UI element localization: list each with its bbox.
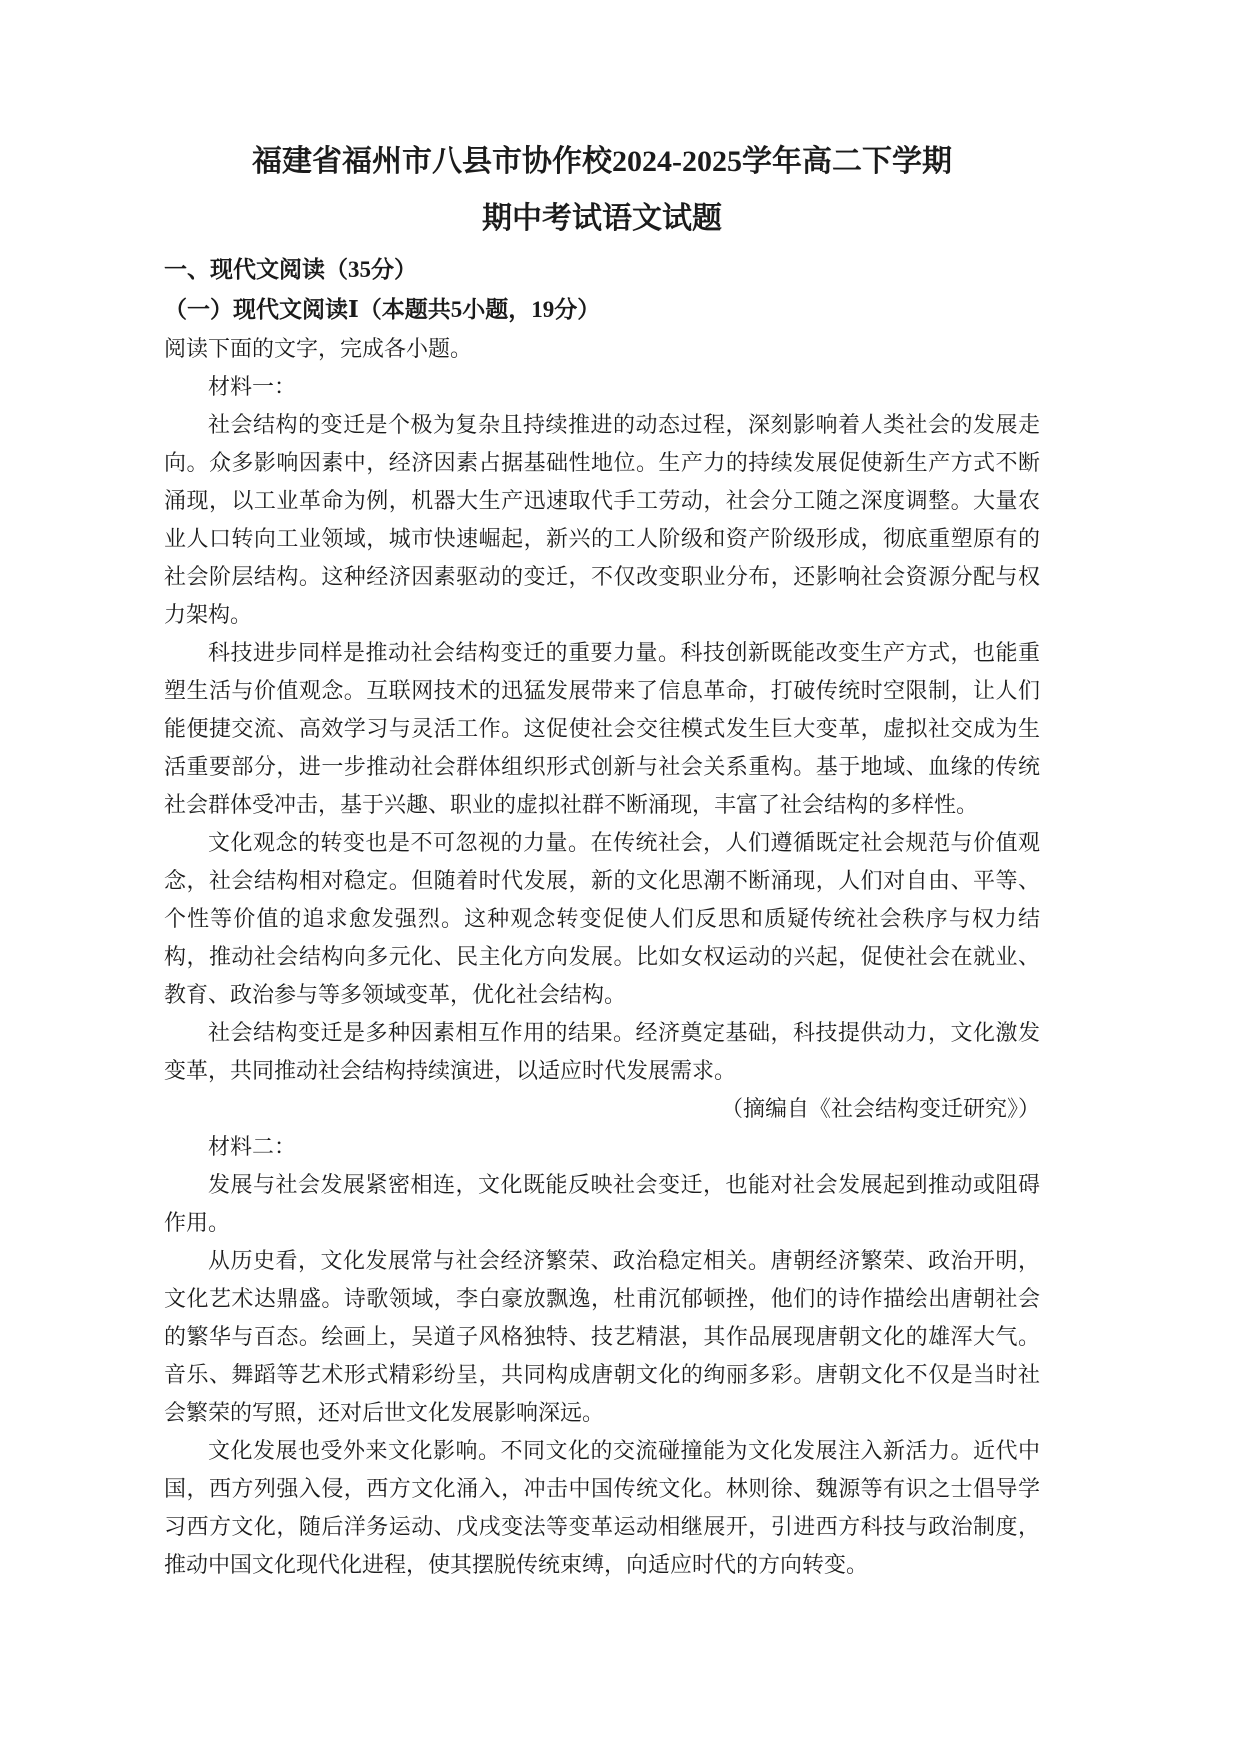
material-1-paragraph-4: 社会结构变迁是多种因素相互作用的结果。经济奠定基础，科技提供动力，文化激发变革，共同推动社会结构持续演进，以适应时代发展需求。 [164, 1020, 1040, 1083]
exam-document [164, 0, 1040, 1584]
reading-passage [164, 330, 1040, 1584]
material-1-paragraph-1: 社会结构的变迁是个极为复杂且持续推进的动态过程，深刻影响着人类社会的发展走向。众多影响因素中，经济因素占据基础性地位。生产力的持续发展促使新生产方式不断涌现，以工业革命为例，机器大生产迅速取代手工劳动，社会分工随之深度调整。大量农业人口转向工业领域，城市快速崛起，新兴的工人阶级和资产阶级形成，彻底重塑原有的社会阶层结构。这种经济因素驱动的变迁，不仅改变职业分布，还影响社会资源分配与权力架构。 [164, 412, 1040, 627]
exam-title-line-2: 期中考试语文试题 [482, 202, 722, 235]
material-2-label: 材料二： [208, 1134, 297, 1159]
material-2-paragraph-2: 从历史看，文化发展常与社会经济繁荣、政治稳定相关。唐朝经济繁荣、政治开明，文化艺术达鼎盛。诗歌领域，李白豪放飘逸，杜甫沉郁顿挫，他们的诗作描绘出唐朝社会的繁华与百态。绘画上，吴道子风格独特、技艺精湛，其作品展现唐朝文化的雄浑大气。音乐、舞蹈等艺术形式精彩纷呈，共同构成唐朝文化的绚丽多彩。唐朝文化不仅是当时社会繁荣的写照，还对后世文化发展影响深远。 [164, 1248, 1040, 1425]
section-heading: 一、现代文阅读（35分） [164, 257, 417, 282]
exam-title [164, 0, 1040, 247]
material-1-paragraph-3: 文化观念的转变也是不可忽视的力量。在传统社会，人们遵循既定社会规范与价值观念，社会结构相对稳定。但随着时代发展，新的文化思潮不断涌现，人们对自由、平等、个性等价值的追求愈发强烈。这种观念转变促使人们反思和质疑传统社会秩序与权力结构，推动社会结构向多元化、民主化方向发展。比如女权运动的兴起，促使社会在就业、教育、政治参与等多领域变革，优化社会结构。 [164, 830, 1040, 1007]
material-2-paragraph-1: 发展与社会发展紧密相连，文化既能反映社会变迁，也能对社会发展起到推动或阻碍作用。 [164, 1172, 1040, 1235]
material-1-paragraph-2: 科技进步同样是推动社会结构变迁的重要力量。科技创新既能改变生产方式，也能重塑生活与价值观念。互联网技术的迅猛发展带来了信息革命，打破传统时空限制，让人们能便捷交流、高效学习与灵活工作。这促使社会交往模式发生巨大变革，虚拟社交成为生活重要部分，进一步推动社会群体组织形式创新与社会关系重构。基于地域、血缘的传统社会群体受冲击，基于兴趣、职业的虚拟社群不断涌现，丰富了社会结构的多样性。 [164, 640, 1040, 817]
material-1-label: 材料一： [208, 374, 297, 399]
exam-title-line-1: 福建省福州市八县市协作校2024-2025学年高二下学期 [252, 145, 952, 178]
material-2-paragraph-3: 文化发展也受外来文化影响。不同文化的交流碰撞能为文化发展注入新活力。近代中国，西方列强入侵，西方文化涌入，冲击中国传统文化。林则徐、魏源等有识之士倡导学习西方文化，随后洋务运动、戊戌变法等变革运动相继展开，引进西方科技与政治制度，推动中国文化现代化进程，使其摆脱传统束缚，向适应时代的方向转变。 [164, 1438, 1040, 1577]
material-1-source-attribution: （摘编自《社会结构变迁研究》） [720, 1096, 1040, 1121]
subsection-heading: （一）现代文阅读Ⅰ（本题共5小题，19分） [164, 297, 601, 322]
reading-instruction: 阅读下面的文字，完成各小题。 [164, 336, 473, 361]
